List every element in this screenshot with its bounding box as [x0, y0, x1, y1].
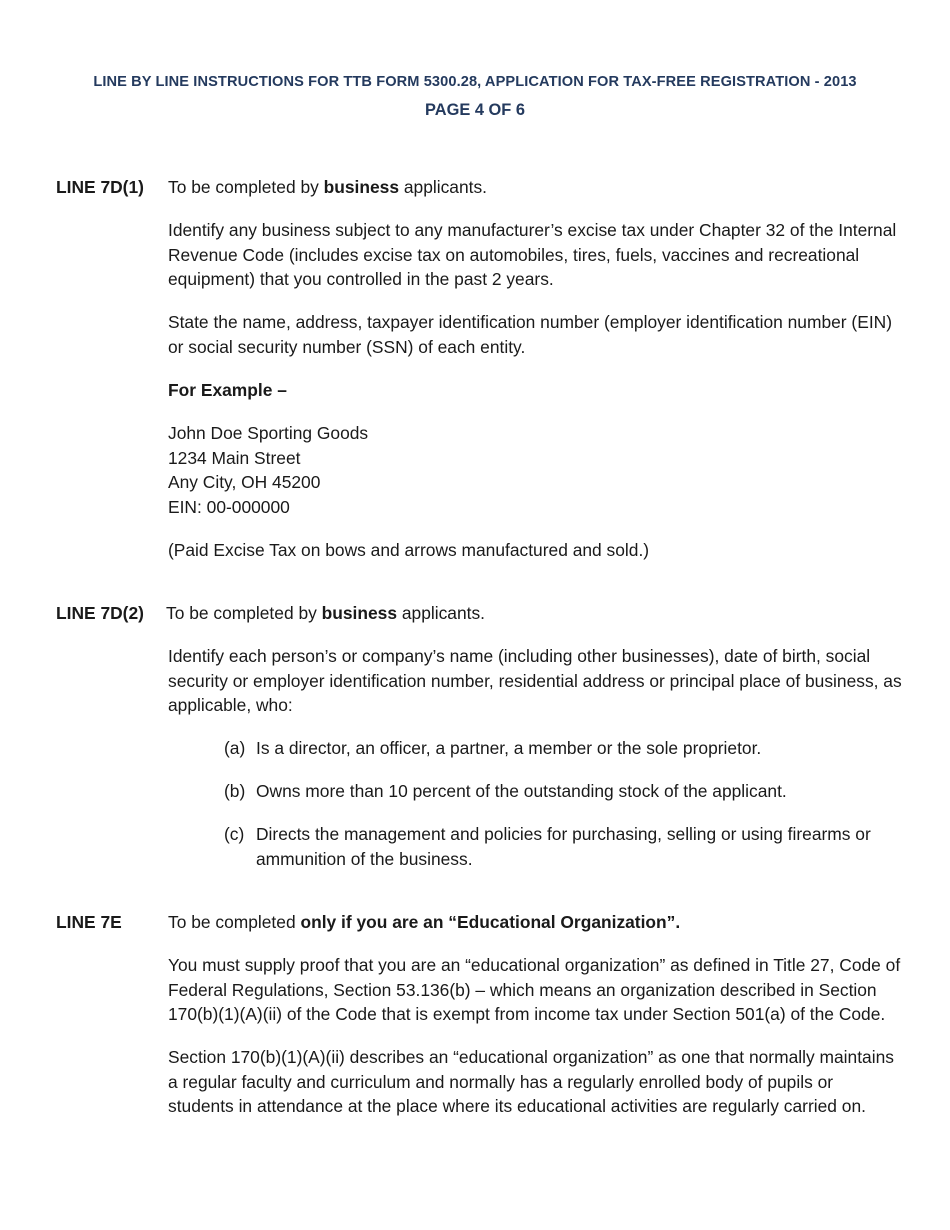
list-item-text: Directs the management and policies for purchasing, selling or using firearms or ammunition of the business. — [256, 824, 871, 870]
intro-emphasis: only if you are an “Educational Organization”. — [300, 912, 681, 932]
example-note: (Paid Excise Tax on bows and arrows manufactured and sold.) — [168, 539, 650, 560]
intro-text-end: applicants. — [399, 177, 488, 197]
section-intro — [166, 601, 485, 626]
address-name: John Doe Sporting Goods — [168, 423, 369, 444]
intro-text-end: applicants. — [397, 603, 486, 623]
intro-text: To be completed by — [168, 177, 324, 197]
intro-emphasis: business — [321, 603, 398, 623]
address-street: 1234 Main Street — [168, 447, 301, 468]
section-body — [168, 644, 903, 890]
list-item — [224, 822, 903, 871]
list-item-text: Owns more than 10 percent of the outstanding stock of the applicant. — [256, 781, 787, 802]
list-item — [224, 736, 903, 761]
line-label: LINE 7D(1) — [56, 177, 144, 197]
section-intro — [168, 175, 487, 200]
line-label: LINE 7E — [56, 912, 122, 932]
section-body — [168, 953, 903, 1138]
intro-emphasis: business — [323, 177, 400, 197]
example-address — [168, 421, 903, 519]
address-ein: EIN: 00-000000 — [168, 496, 290, 517]
list-marker: (b) — [224, 781, 246, 802]
paragraph: State the name, address, taxpayer identification number (employer identification number (EIN) or social security number (SSN) of each entity. — [168, 312, 893, 357]
intro-text: To be completed — [168, 912, 301, 932]
paragraph: Identify each person’s or company’s name (including other businesses), date of birth, social security or employer identification number, residential address or principal place of business, as applicable, who: — [168, 646, 902, 716]
section-intro — [168, 910, 680, 935]
example-heading: For Example – — [168, 379, 287, 400]
list-item — [224, 779, 903, 804]
list-marker: (a) — [224, 738, 246, 759]
paragraph: Section 170(b)(1)(A)(ii) describes an “educational organization” as one that normally maintains a regular faculty and curriculum and normally has a regularly enrolled body of pupils or students in attendance at the place where its educational activities are regularly carried on. — [168, 1047, 894, 1117]
list-marker: (c) — [224, 824, 245, 845]
page-header — [0, 70, 950, 122]
paragraph: You must supply proof that you are an “educational organization” as defined in Title 27, Code of Federal Regulations, Section 53.136(b) – which means an organization described in Section 170(b)(1)(A)(ii) of the Code that is exempt from income tax under Section 501(a) of the Code. — [168, 955, 901, 1025]
page-number: PAGE 4 OF 6 — [425, 101, 525, 119]
list-item-text: Is a director, an officer, a partner, a member or the sole proprietor. — [256, 738, 762, 759]
paragraph: Identify any business subject to any manufacturer’s excise tax under Chapter 32 of the Internal Revenue Code (includes excise tax on automobiles, tires, fuels, vaccines and recreational equipment) that you controlled in the past 2 years. — [168, 220, 897, 290]
intro-text: To be completed by — [166, 603, 322, 623]
document-title: LINE BY LINE INSTRUCTIONS FOR TTB FORM 5300.28, APPLICATION FOR TAX-FREE REGISTRATION - 2013 — [93, 74, 857, 90]
address-city: Any City, OH 45200 — [168, 472, 321, 493]
line-label: LINE 7D(2) — [56, 603, 144, 623]
section-body — [168, 218, 903, 581]
